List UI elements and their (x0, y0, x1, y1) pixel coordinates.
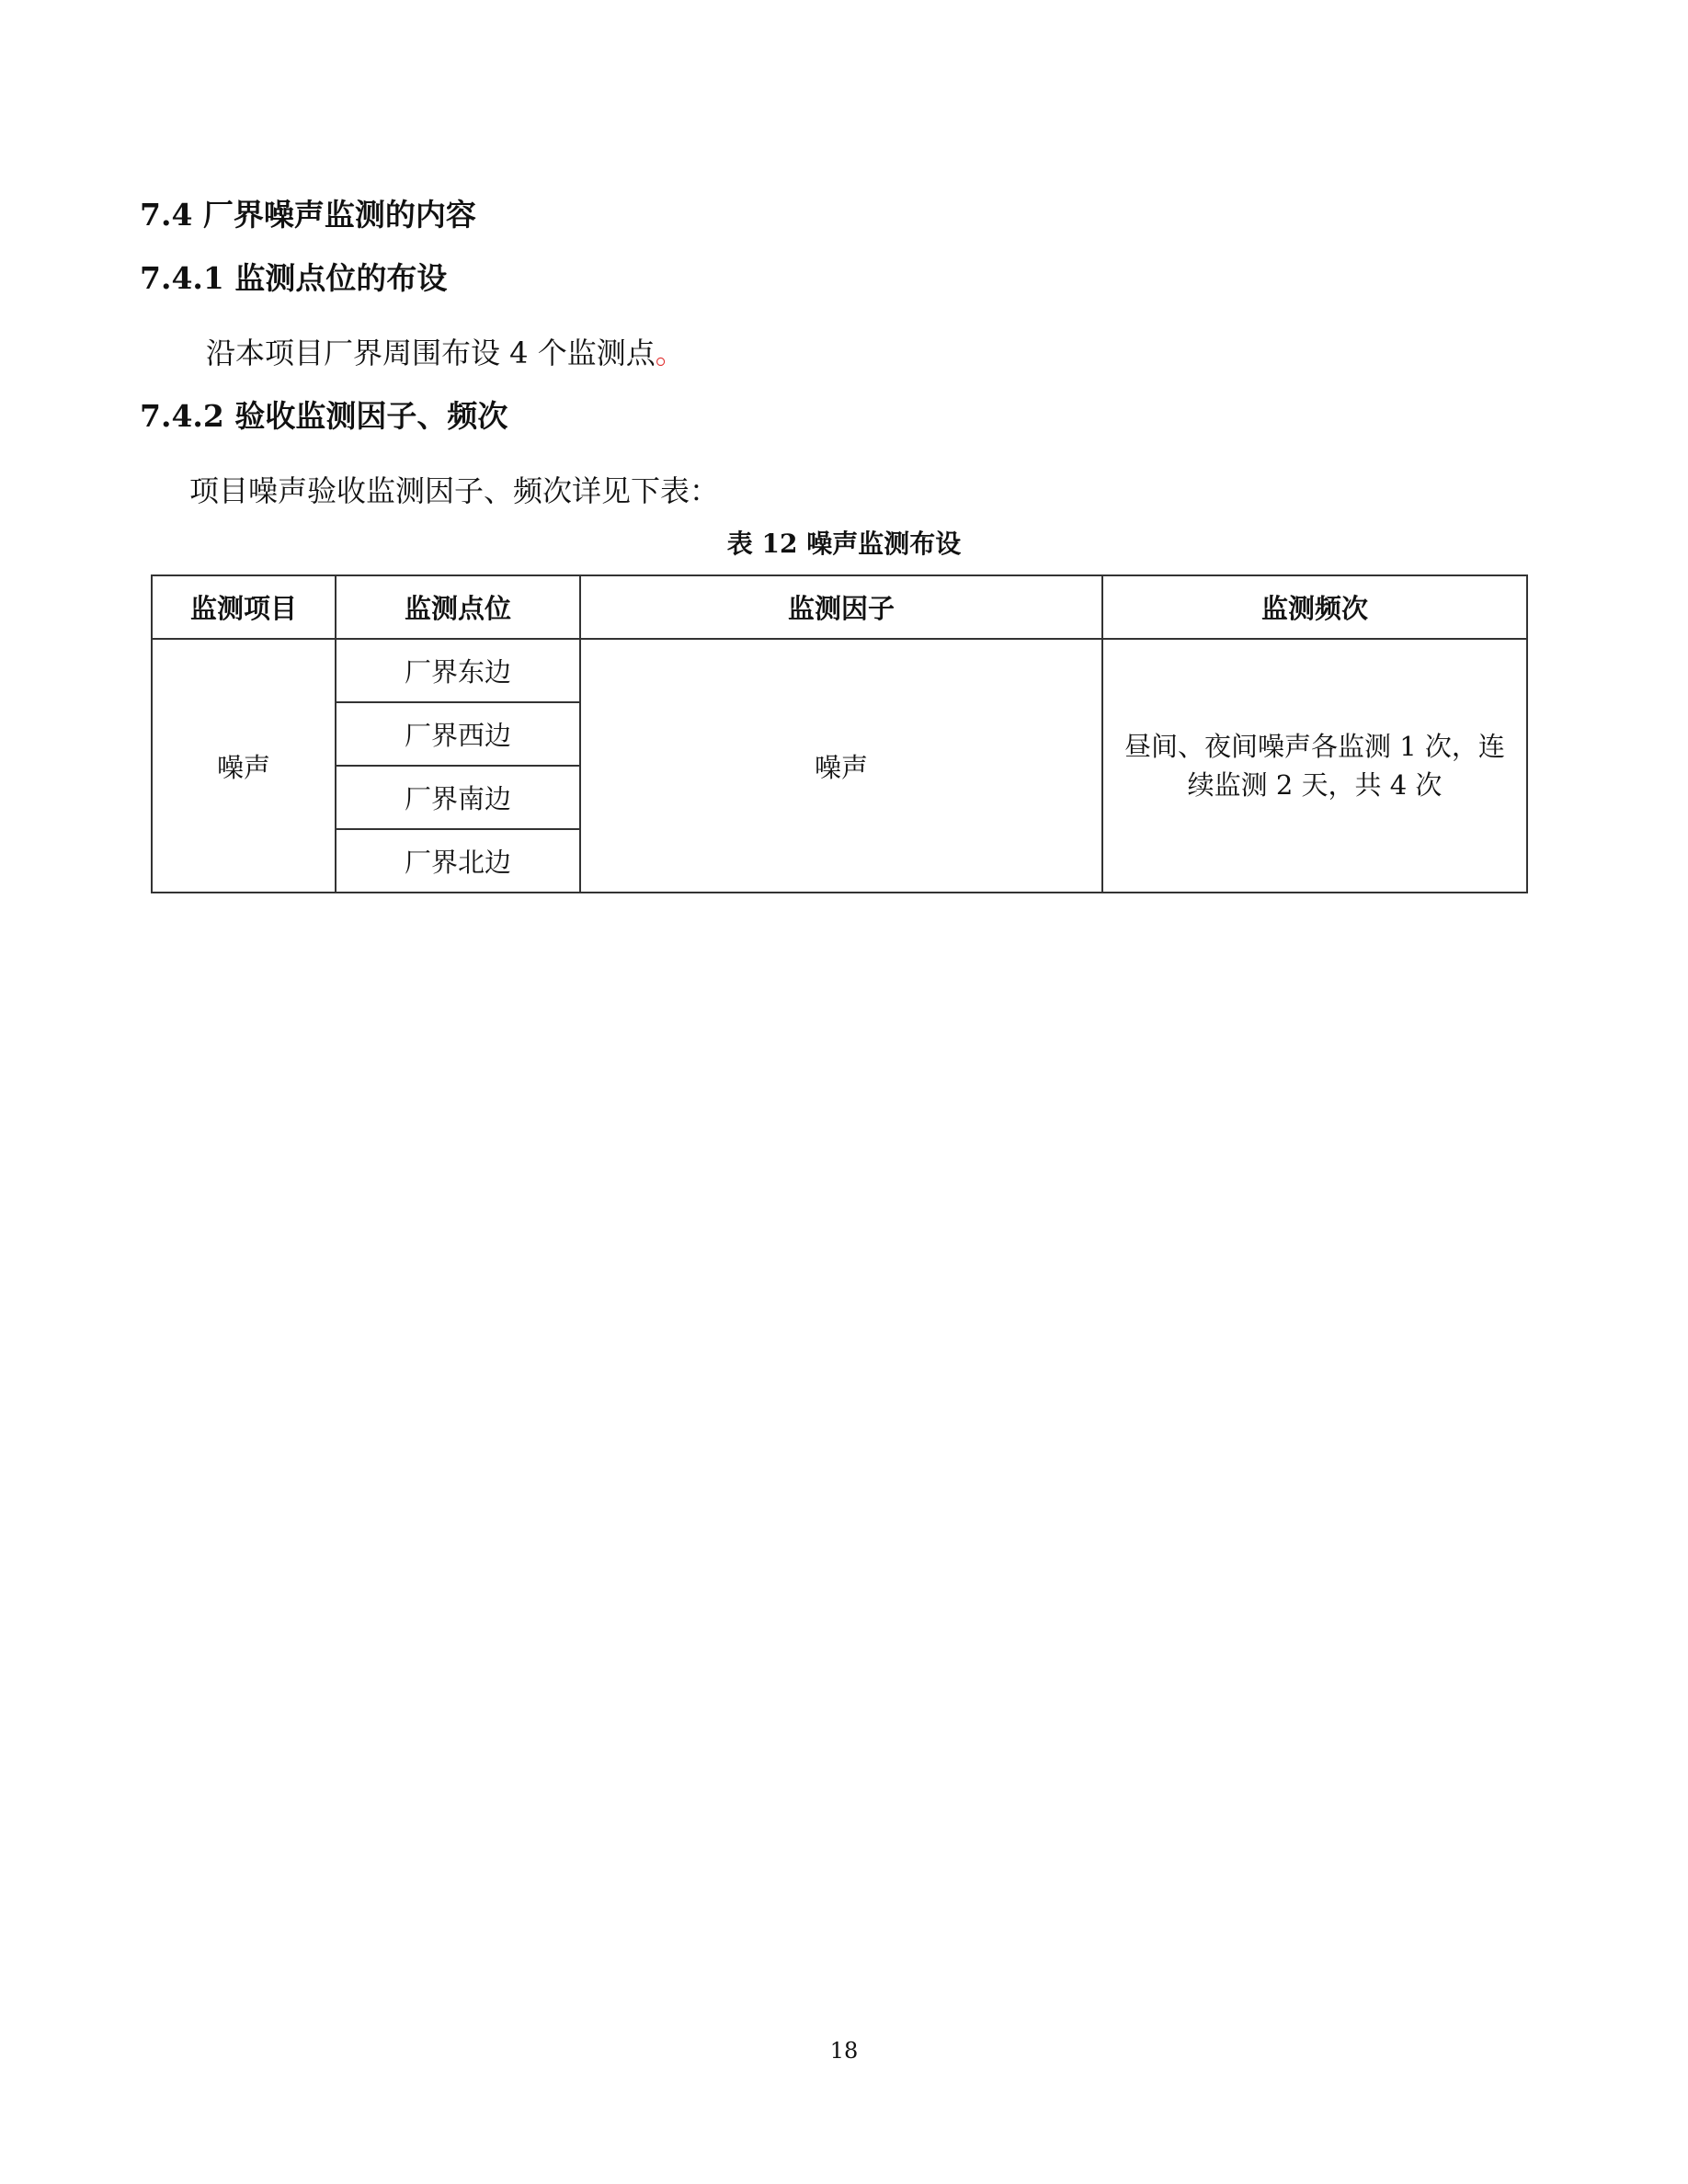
cell-monitoring-factor: 噪声 (580, 639, 1102, 893)
table-caption: 表 12 噪声监测布设 (726, 529, 962, 559)
section-heading-7-4: 7.4 厂界噪声监测的内容 (140, 197, 476, 233)
paragraph-monitoring-points-text: 沿本项目厂界周围布设 4 个监测点 (206, 336, 656, 370)
noise-monitoring-table (151, 574, 1528, 893)
table-header-row (152, 575, 1527, 639)
table-row (152, 639, 1527, 702)
cell-point-east: 厂界东边 (336, 639, 580, 702)
header-monitoring-item: 监测项目 (152, 575, 336, 639)
header-monitoring-frequency: 监测频次 (1102, 575, 1527, 639)
section-heading-7-4-2: 7.4.2 验收监测因子、频次 (140, 398, 508, 434)
cell-point-south: 厂界南边 (336, 766, 580, 829)
header-monitoring-point: 监测点位 (336, 575, 580, 639)
page-number: 18 (829, 2038, 859, 2064)
cell-point-west: 厂界西边 (336, 702, 580, 766)
header-monitoring-factor: 监测因子 (580, 575, 1102, 639)
paragraph-monitoring-points (206, 335, 685, 371)
paragraph-end-mark: 。 (655, 336, 685, 370)
paragraph-table-intro: 项目噪声验收监测因子、频次详见下表： (189, 473, 720, 508)
cell-point-north: 厂界北边 (336, 829, 580, 893)
cell-monitoring-item: 噪声 (152, 639, 336, 893)
section-heading-7-4-1: 7.4.1 监测点位的布设 (140, 260, 448, 296)
cell-monitoring-frequency: 昼间、夜间噪声各监测 1 次，连续监测 2 天，共 4 次 (1102, 639, 1527, 893)
